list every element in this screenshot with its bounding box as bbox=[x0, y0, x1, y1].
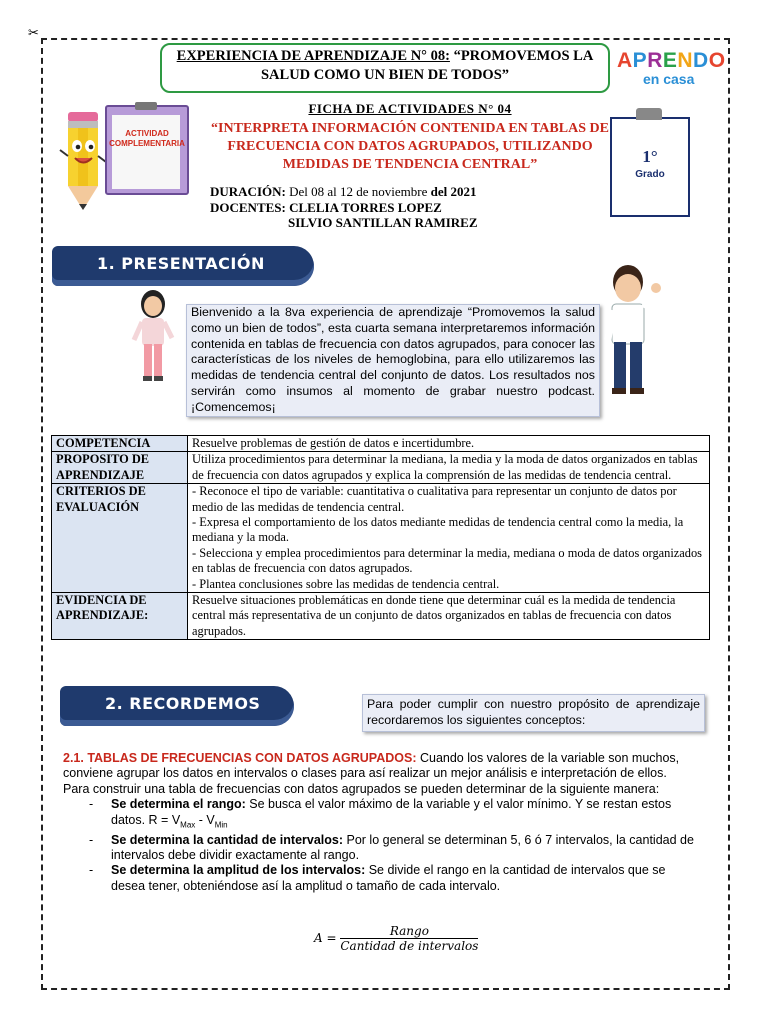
step-title: Se determina la amplitud de los intervalos: bbox=[111, 863, 366, 878]
experience-name: “PROMOVEMOS LA SALUD COMO UN BIEN DE TODOS” bbox=[260, 48, 594, 83]
step-text: Por lo general se determinan 5, 6 ó 7 intervalos, la cantidad de intervalos debe dividir exactamente al rango. bbox=[111, 832, 694, 862]
note-box bbox=[362, 694, 705, 732]
pencil-mascot-icon bbox=[58, 110, 110, 214]
row-value: Resuelve situaciones problemáticas en donde tiene que determinar cuál es la medida de tendencia central más representativa de un conjunto de datos organizados en tablas de frecuencia con datos agrupados. bbox=[188, 593, 710, 640]
table-row bbox=[52, 484, 710, 593]
table-row bbox=[52, 593, 710, 640]
teacher-2: SILVIO SANTILLAN RAMIREZ bbox=[288, 215, 478, 230]
list-item bbox=[111, 797, 697, 832]
teacher-1: CLELIA TORRES LOPEZ bbox=[285, 199, 442, 215]
duration-year: del 2021 bbox=[430, 184, 477, 199]
steps-list bbox=[63, 797, 697, 894]
formula-fraction bbox=[340, 924, 478, 953]
activity-clipboard bbox=[105, 105, 189, 195]
welcome-box bbox=[186, 304, 600, 417]
section-2-1-intro bbox=[63, 751, 697, 782]
max-subscript: Max bbox=[180, 820, 196, 830]
step-text: Se divide el rango en la cantidad de intervalos que se desea tener, obteniéndose así la amplitud o tamaño de cada intervalo. bbox=[111, 863, 666, 893]
criterion-item: - Selecciona y emplea procedimientos para determinar la media, mediana o moda de datos organizados en tablas de frecuencia con datos agrupados. bbox=[192, 545, 703, 576]
criterion-item: - Expresa el comportamiento de los datos mediante medidas de tendencia central como la media, la mediana y la moda. bbox=[192, 515, 684, 545]
formula-denominator: Cantidad de intervalos bbox=[340, 939, 479, 953]
section-recordemos-banner bbox=[60, 686, 294, 726]
logo-subword: en casa bbox=[643, 71, 695, 87]
row-value bbox=[188, 484, 710, 593]
section-2-1 bbox=[63, 751, 697, 894]
row-key: EVIDENCIA DE APRENDIZAJE: bbox=[52, 593, 188, 640]
ficha-heading: FICHA DE ACTIVIDADES N° 04 bbox=[308, 101, 512, 116]
row-key: CRITERIOS DE EVALUACIÓN bbox=[52, 484, 188, 593]
step-text: Se busca el valor máximo de la variable y el valor mínimo. Y se restan estos datos. R = bbox=[111, 797, 672, 827]
competence-table bbox=[51, 435, 710, 640]
minus-v: - V bbox=[195, 812, 215, 827]
logo-word: APRENDO bbox=[617, 49, 726, 72]
row-key: PROPOSITO DE APRENDIZAJE bbox=[52, 452, 188, 484]
formula-lhs: A = bbox=[314, 931, 337, 945]
step-title: Se determina el rango: bbox=[111, 797, 246, 812]
note-text: Para poder cumplir con nuestro propósito de aprendizaje recordaremos los siguientes conceptos: bbox=[367, 697, 700, 727]
teacher-girl-icon bbox=[128, 288, 178, 396]
duration-label: DURACIÓN: bbox=[210, 184, 286, 199]
row-key: COMPETENCIA bbox=[52, 436, 188, 452]
formula-numerator: Rango bbox=[340, 924, 478, 939]
step-title: Se determina la cantidad de intervalos: bbox=[111, 832, 344, 847]
scissors-icon: ✂ bbox=[28, 26, 39, 41]
welcome-text: Bienvenido a la 8va experiencia de aprendizaje “Promovemos la salud como un bien de todos”, esta cuarta semana interpretaremos información contenida en tablas de frecuencia con datos agrupados, para conocer las características de los niveles de hemoglobina, para ello utilizaremos las medidas de tendencia central del conjunto de datos. Los resultados nos servirán como insumos al momento de grabar nuestro podcast. ¡Comencemos¡ bbox=[191, 305, 595, 414]
list-item bbox=[111, 833, 697, 864]
section-presentacion-banner bbox=[52, 246, 314, 286]
experience-number: EXPERIENCIA DE APRENDIZAJE N° 08: bbox=[176, 48, 450, 64]
criterion-item: - Plantea conclusiones sobre las medidas de tendencia central. bbox=[192, 576, 500, 591]
row-value: Utiliza procedimientos para determinar la mediana, la media y la moda de datos organizados en tablas de frecuencia con datos agrupados y explica la comprensión de las medidas de tendencia central. bbox=[188, 452, 710, 484]
teacher-boy-icon bbox=[596, 262, 666, 402]
grade-label: Grado bbox=[635, 169, 665, 180]
duration-value: Del 08 al 12 de noviembre bbox=[285, 184, 431, 199]
ficha-header bbox=[200, 101, 620, 174]
aprendo-en-casa-logo bbox=[617, 50, 727, 86]
ficha-subtitle: “INTERPRETA INFORMACIÓN CONTENIDA EN TABLAS DE FRECUENCIA CON DATOS AGRUPADOS, UTILIZANDO MEDIDAS DE TENDENCIA CENTRAL” bbox=[211, 121, 609, 172]
list-item bbox=[111, 863, 697, 894]
intro-text: Cuando los valores de la variable son muchos, conviene agrupar los datos en intervalos o clases para así realizar un mejor análisis e interpretación de ellos. bbox=[63, 751, 680, 781]
section-2-1-heading: 2.1. TABLAS DE FRECUENCIAS CON DATOS AGRUPADOS: bbox=[63, 751, 417, 765]
row-value: Resuelve problemas de gestión de datos e incertidumbre. bbox=[188, 436, 710, 452]
min-subscript: Min bbox=[214, 820, 228, 830]
teachers-label: DOCENTES: bbox=[210, 199, 286, 215]
activity-badge-text: ACTIVIDAD COMPLEMENTARIA bbox=[109, 129, 185, 148]
table-row bbox=[52, 436, 710, 452]
activity-info bbox=[210, 184, 478, 231]
grade-number: 1° bbox=[642, 147, 658, 166]
grade-clipboard bbox=[610, 117, 690, 217]
criterion-item: - Reconoce el tipo de variable: cuantitativa o cualitativa para representar un conjunto de datos por medio de las medidas de tendencia central. bbox=[192, 484, 677, 514]
section-recordemos-title: 2. RECORDEMOS bbox=[105, 694, 261, 713]
table-row bbox=[52, 452, 710, 484]
section-presentacion-title: 1. PRESENTACIÓN bbox=[97, 254, 265, 273]
experience-title bbox=[160, 43, 610, 93]
amplitude-formula bbox=[314, 924, 478, 953]
construction-paragraph: Para construir una tabla de frecuencias con datos agrupados se pueden determinar de la siguiente manera: bbox=[63, 781, 660, 796]
v-symbol: V bbox=[171, 812, 181, 827]
